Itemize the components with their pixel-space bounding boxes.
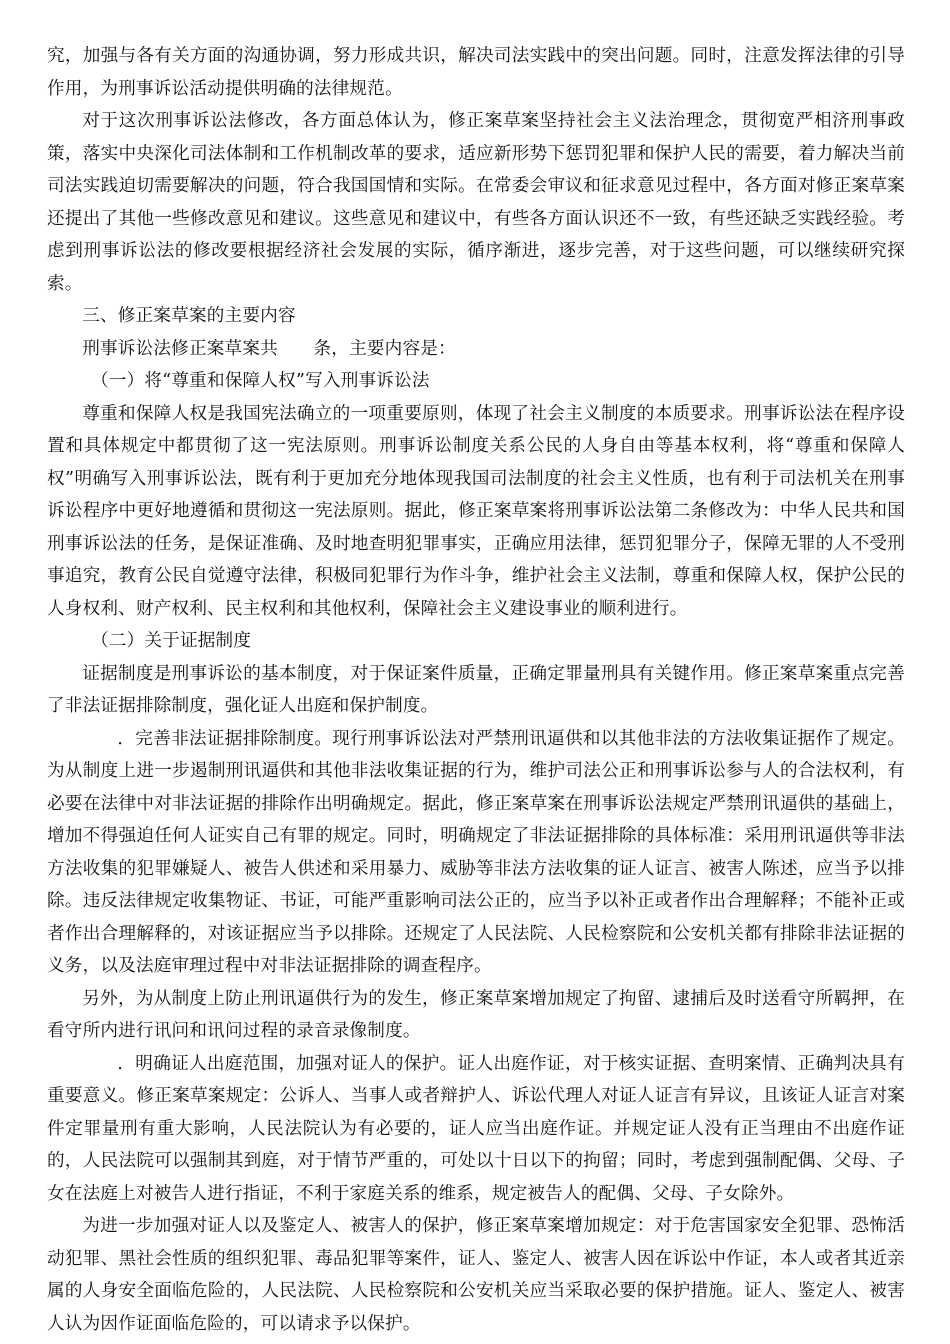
section-heading-main-contents: 三、修正案草案的主要内容: [82, 306, 296, 326]
paragraph-interrogation-recording: 另外，为从制度上防止刑讯逼供行为的发生，修正案草案增加规定了拘留、逮捕后及时送看守所羁押，在看守所内进行讯问和讯问过程的录音录像制度。: [47, 988, 905, 1041]
paragraph-illegal-evidence-exclusion: ．完善非法证据排除制度。现行刑事诉讼法对严禁刑讯逼供和以其他非法的方法收集证据作了规定。为从制度上进一步遏制刑讯逼供和其他非法收集证据的行为，维护司法公正和刑事诉讼参与人的合法权利，有必要在法律中对非法证据的排除作出明确规定。据此，修正案草案在刑事诉讼法规定严禁刑讯逼供的基础上，增加不得强迫任何人证实自己有罪的规定。同时，明确规定了非法证据排除的具体标准：采用刑讯逼供等非法方法收集的犯罪嫌疑人、被告人供述和采用暴力、威胁等非法方法收集的证人证言、被害人陈述，应当予以排除。违反法律规定收集物证、书证，可能严重影响司法公正的，应当予以补正或者作出合理解释；不能补正或者作出合理解释的，对该证据应当予以排除。还规定了人民法院、人民检察院和公安机关都有排除非法证据的义务，以及法庭审理过程中对非法证据排除的调查程序。: [47, 728, 905, 976]
paragraph-continuation: 究，加强与各有关方面的沟通协调，努力形成共识，解决司法实践中的突出问题。同时，注意发挥法律的引导作用，为刑事诉讼活动提供明确的法律规范。: [47, 46, 905, 99]
subheading-human-rights: （一）将“尊重和保障人权”写入刑事诉讼法: [91, 371, 430, 391]
paragraph-evidence-system: 证据制度是刑事诉讼的基本制度，对于保证案件质量，正确定罪量刑具有关键作用。修正案草案重点完善了非法证据排除制度，强化证人出庭和保护制度。: [47, 663, 905, 716]
paragraph-witness-protection: 为进一步加强对证人以及鉴定人、被害人的保护，修正案草案增加规定：对于危害国家安全犯罪、恐怖活动犯罪、黑社会性质的组织犯罪、毒品犯罪等案件，证人、鉴定人、被害人因在诉讼中作证，本人或者其近亲属的人身安全面临危险的，人民法院、人民检察院和公安机关应当采取必要的保护措施。证人、鉴定人、被害人认为因作证面临危险的，可以请求予以保护。: [47, 1216, 905, 1334]
document-page: [47, 40, 905, 1340]
paragraph-overall-assessment: 对于这次刑事诉讼法修改，各方面总体认为，修正案草案坚持社会主义法治理念，贯彻宽严相济刑事政策，落实中央深化司法体制和工作机制改革的要求，适应新形势下惩罚犯罪和保护人民的需要，着力解决当前司法实践迫切需要解决的问题，符合我国国情和实际。在常委会审议和征求意见过程中，各方面对修正案草案还提出了其他一些修改意见和建议。这些意见和建议中，有些各方面认识还不一致，有些还缺乏实践经验。考虑到刑事诉讼法的修改要根据经济社会发展的实际，循序渐进，逐步完善，对于这些问题，可以继续研究探索。: [47, 111, 905, 294]
paragraph-article-count: 刑事诉讼法修正案草案共 条，主要内容是：: [82, 338, 456, 359]
subheading-evidence-system: （二）关于证据制度: [91, 631, 252, 651]
paragraph-witness-testimony: ．明确证人出庭范围，加强对证人的保护。证人出庭作证，对于核实证据、查明案情、正确判决具有重要意义。修正案草案规定：公诉人、当事人或者辩护人、诉讼代理人对证人证言有异议，且该证人证言对案件定罪量刑有重大影响，人民法院认为有必要的，证人应当出庭作证。并规定证人没有正当理由不出庭作证的，人民法院可以强制其到庭，对于情节严重的，可处以十日以下的拘留；同时，考虑到强制配偶、父母、子女在法庭上对被告人进行指证，不利于家庭关系的维系，规定被告人的配偶、父母、子女除外。: [47, 1053, 905, 1204]
paragraph-human-rights: 尊重和保障人权是我国宪法确立的一项重要原则，体现了社会主义制度的本质要求。刑事诉讼法在程序设置和具体规定中都贯彻了这一宪法原则。刑事诉讼制度关系公民的人身自由等基本权利，将“尊重和保障人权”明确写入刑事诉讼法，既有利于更加充分地体现我国司法制度的社会主义性质，也有利于司法机关在刑事诉讼程序中更好地遵循和贯彻这一宪法原则。据此，修正案草案将刑事诉讼法第二条修改为：中华人民共和国刑事诉讼法的任务，是保证准确、及时地查明犯罪事实，正确应用法律，惩罚犯罪分子，保障无罪的人不受刑事追究，教育公民自觉遵守法律，积极同犯罪行为作斗争，维护社会主义法制，尊重和保障人权，保护公民的人身权利、财产权利、民主权利和其他权利，保障社会主义建设事业的顺利进行。: [47, 403, 905, 619]
